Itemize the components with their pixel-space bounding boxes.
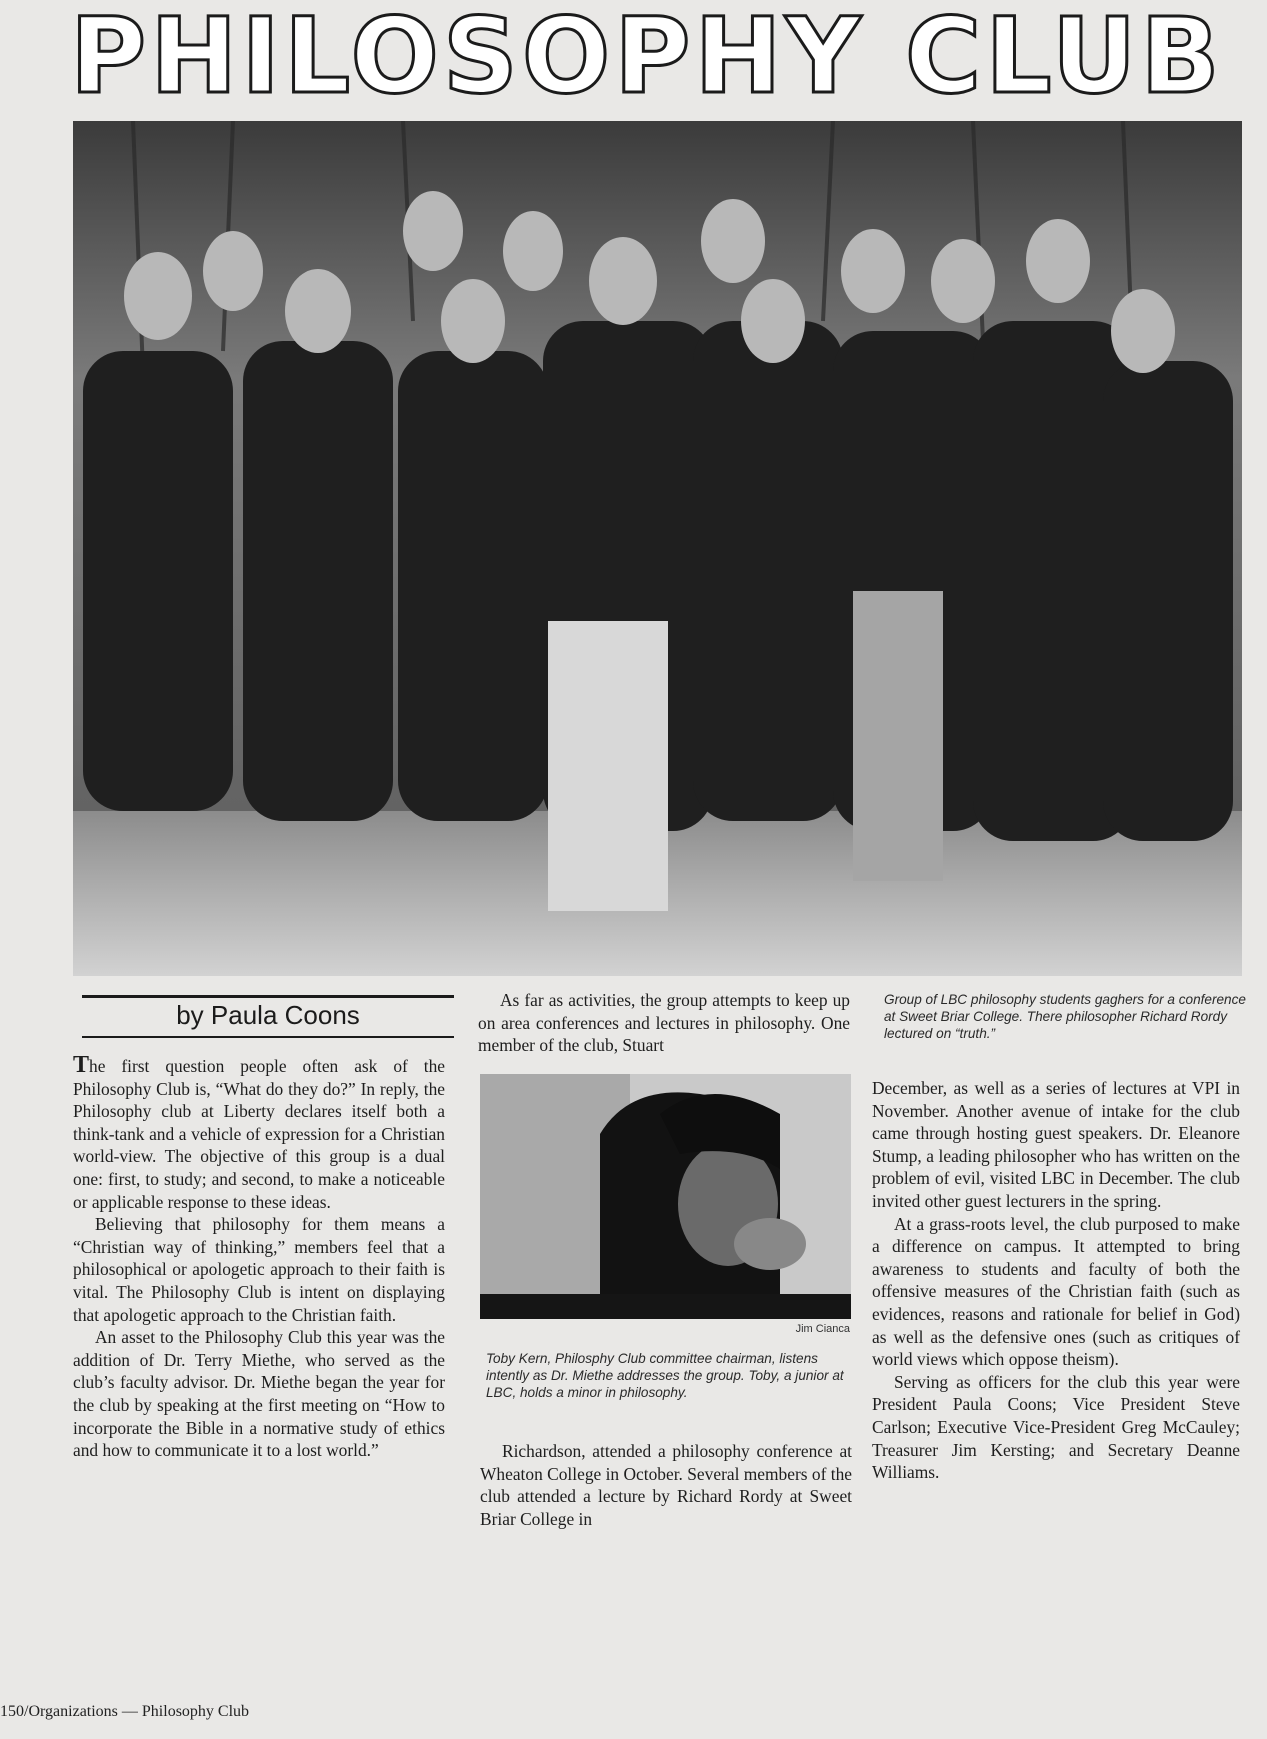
photo-credit: Jim Cianca — [795, 1323, 850, 1335]
inset-photo-caption: Toby Kern, Philosphy Club committee chairman, listens intently as Dr. Miethe addresses the group. Toby, a junior at LBC, holds a minor in philosophy. — [486, 1351, 844, 1400]
group-photo-caption: Group of LBC philosophy students gaghers for a conference at Sweet Briar College. There philosopher Richard Rordy lectured on “truth.” — [884, 992, 1246, 1041]
byline-rule-bottom — [82, 1036, 454, 1038]
article-paragraph: As far as activities, the group attempts to keep up on area conferences and lectures in philosophy. One member of the club, Stuart — [478, 990, 850, 1056]
page-footer: 150/Organizations — Philosophy Club — [0, 1703, 250, 1720]
page-headline: PHILOSOPHY CLUB — [70, 0, 1224, 117]
article-paragraph: Richardson, attended a philosophy conference at Wheaton College in October. Several members of the club attended a lecture by Richard Rordy at Sweet Briar College in — [480, 1441, 852, 1529]
article-paragraph: Serving as officers for the club this year were President Paula Coons; Vice President Steve Carlson; Executive Vice-President Greg McCauley; Treasurer Jim Kersting; and Secretary Deanne Williams. — [872, 1371, 1240, 1483]
byline: by Paula Coons — [176, 1000, 360, 1030]
drop-cap: T — [73, 1052, 90, 1078]
article-paragraph: An asset to the Philosophy Club this year was the addition of Dr. Terry Miethe, who served as the club’s faculty advisor. Dr. Miethe began the year for the club by speaking at the first meeting on “How to incorporate the Bible in a normative study of ethics and how to communicate it to a lost world.” — [73, 1327, 445, 1461]
article-paragraph: At a grass-roots level, the club purposed to make a difference on campus. It attempted to bring awareness to students and faculty of both the offensive measures of the Christian faith (such as evidences, reasons and rationale for belief in God) as well as the defensive ones (such as critiques of world views which oppose theism). — [872, 1213, 1240, 1370]
article-column-3 — [872, 1077, 1240, 1484]
article-paragraph — [73, 1054, 445, 1213]
article-column-2-top — [478, 989, 850, 1057]
group-photo-illustration — [73, 121, 1242, 976]
article-column-1 — [73, 1054, 445, 1462]
article-paragraph-text: he first question people often ask of the Philosophy Club is, “What do they do?” In reply, the Philosophy club at Liberty declares itself both a think-tank and a vehicle of expression for a Christian world-view. The objective of this group is a dual one: first, to study; and second, to make a noticeable or applicable response to these ideas. — [73, 1056, 445, 1212]
inset-photo-illustration — [480, 1074, 851, 1319]
inset-photo — [480, 1074, 851, 1319]
group-photo — [73, 121, 1242, 976]
byline-rule-top — [82, 995, 454, 998]
article-paragraph: December, as well as a series of lectures at VPI in November. Another avenue of intake for the club came through hosting guest speakers. Dr. Eleanore Stump, a leading philosopher who has written on the problem of evil, visited LBC in December. The club invited other guest lecturers in the spring. — [872, 1078, 1240, 1211]
article-column-2-bottom — [480, 1440, 852, 1530]
article-paragraph: Believing that philosophy for them means a “Christian way of thinking,” members feel that a philosophical or apologetic approach to their faith is vital. The Philosophy Club is intent on displaying that apologetic approach to the Christian faith. — [73, 1214, 445, 1325]
